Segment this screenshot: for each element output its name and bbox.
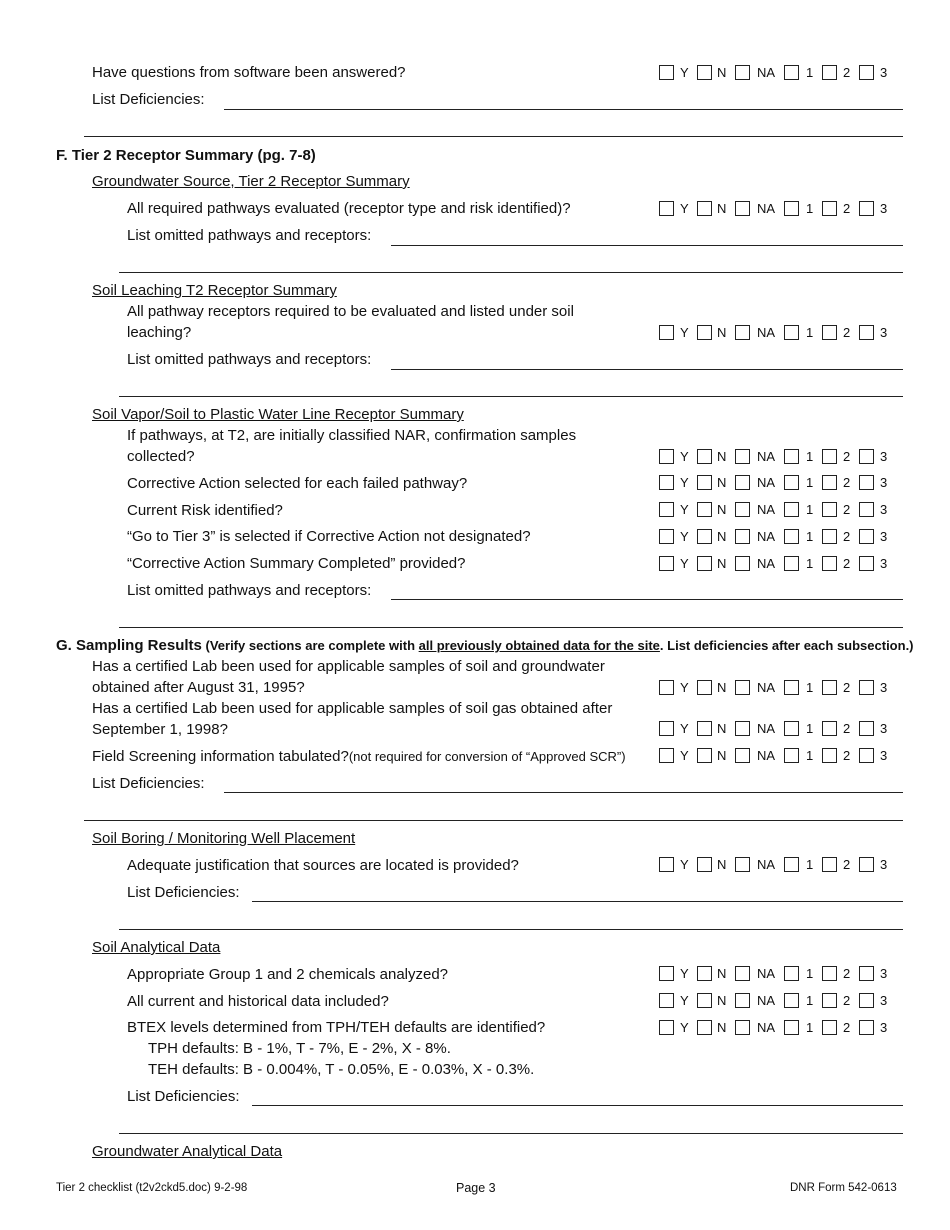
checkbox-label-c2: 2 (843, 449, 851, 464)
checkbox-y[interactable] (659, 449, 674, 464)
question-current-risk: Current Risk identified? (127, 502, 283, 519)
checkbox-label-c3: 3 (880, 748, 888, 763)
checkbox-n[interactable] (697, 721, 712, 736)
checkbox-label-y: Y (680, 556, 689, 571)
checkbox-c2[interactable] (822, 1020, 837, 1035)
checkbox-na[interactable] (735, 857, 750, 872)
checkbox-label-c1: 1 (806, 449, 814, 464)
checkbox-label-n: N (717, 1020, 727, 1035)
checkbox-c2[interactable] (822, 502, 837, 517)
checkbox-label-y: Y (680, 1020, 689, 1035)
checkbox-label-y: Y (680, 475, 689, 490)
checkbox-label-y: Y (680, 65, 689, 80)
omitted-pathways-input-line[interactable] (119, 272, 903, 273)
checkbox-label-na: NA (757, 529, 776, 544)
checkbox-label-y: Y (680, 529, 689, 544)
checkbox-n[interactable] (697, 857, 712, 872)
checkbox-c1[interactable] (784, 993, 799, 1008)
soil-boring-title: Soil Boring / Monitoring Well Placement (92, 830, 356, 847)
checkbox-label-c3: 3 (880, 680, 888, 695)
checkbox-label-c1: 1 (806, 325, 814, 340)
question-certified-lab-line2: obtained after August 31, 1995? (92, 679, 305, 696)
checkbox-label-c3: 3 (880, 529, 888, 544)
checkbox-label-y: Y (680, 993, 689, 1008)
checkbox-label-n: N (717, 201, 727, 216)
omitted-pathways-input-line[interactable] (119, 627, 903, 628)
checkbox-label-c3: 3 (880, 966, 888, 981)
checkbox-c1[interactable] (784, 857, 799, 872)
checkbox-y[interactable] (659, 966, 674, 981)
checkbox-c3[interactable] (859, 529, 874, 544)
groundwater-analytical-title: Groundwater Analytical Data (92, 1143, 283, 1160)
question-sources-located: Adequate justification that sources are located is provided? (127, 857, 519, 874)
checkbox-label-na: NA (757, 325, 776, 340)
checkbox-n[interactable] (697, 325, 712, 340)
checkbox-label-c2: 2 (843, 966, 851, 981)
checkbox-label-n: N (717, 449, 727, 464)
checkbox-c2[interactable] (822, 325, 837, 340)
choice-row (659, 993, 899, 1010)
section-g-note (202, 638, 914, 653)
section-g-note-pre: (Verify sections are complete with (205, 638, 419, 653)
checkbox-c2[interactable] (822, 475, 837, 490)
checkbox-label-c1: 1 (806, 475, 814, 490)
checkbox-label-y: Y (680, 502, 689, 517)
checkbox-label-c2: 2 (843, 680, 851, 695)
checkbox-na[interactable] (735, 325, 750, 340)
checkbox-label-c3: 3 (880, 325, 888, 340)
checkbox-c2[interactable] (822, 993, 837, 1008)
checkbox-label-c2: 2 (843, 556, 851, 571)
checkbox-c2[interactable] (822, 65, 837, 80)
checkbox-label-na: NA (757, 65, 776, 80)
checkbox-label-n: N (717, 993, 727, 1008)
checkbox-c3[interactable] (859, 449, 874, 464)
checkbox-n[interactable] (697, 556, 712, 571)
checkbox-label-y: Y (680, 748, 689, 763)
checkbox-label-y: Y (680, 449, 689, 464)
checkbox-label-na: NA (757, 449, 776, 464)
checkbox-label-na: NA (757, 857, 776, 872)
question-field-screening-row (92, 746, 626, 767)
checkbox-label-c3: 3 (880, 201, 888, 216)
checkbox-c1[interactable] (784, 721, 799, 736)
checkbox-label-c2: 2 (843, 529, 851, 544)
checkbox-c3[interactable] (859, 502, 874, 517)
checkbox-na[interactable] (735, 966, 750, 981)
checkbox-c3[interactable] (859, 680, 874, 695)
checkbox-label-y: Y (680, 721, 689, 736)
checkbox-c1[interactable] (784, 680, 799, 695)
checkbox-c3[interactable] (859, 748, 874, 763)
checkbox-c3[interactable] (859, 1020, 874, 1035)
checkbox-c2[interactable] (822, 449, 837, 464)
deficiencies-input-line[interactable] (224, 109, 903, 110)
checkbox-c1[interactable] (784, 966, 799, 981)
choice-row (659, 529, 899, 546)
checkbox-label-n: N (717, 502, 727, 517)
footer-form-number: DNR Form 542-0613 (790, 1182, 897, 1194)
deficiencies-input-line[interactable] (119, 929, 903, 930)
soil-leaching-summary-title: Soil Leaching T2 Receptor Summary (92, 282, 337, 299)
checkbox-y[interactable] (659, 475, 674, 490)
choice-row (659, 748, 899, 765)
deficiencies-input-line[interactable] (224, 792, 903, 793)
checkbox-label-y: Y (680, 201, 689, 216)
checkbox-label-na: NA (757, 556, 776, 571)
choice-row (659, 1020, 899, 1037)
choice-row (659, 65, 899, 82)
checkbox-c2[interactable] (822, 721, 837, 736)
checkbox-y[interactable] (659, 65, 674, 80)
checkbox-label-c3: 3 (880, 502, 888, 517)
checkbox-label-c1: 1 (806, 748, 814, 763)
omitted-pathways-input-line[interactable] (391, 599, 903, 600)
checkbox-label-c2: 2 (843, 721, 851, 736)
checkbox-n[interactable] (697, 475, 712, 490)
checkbox-label-y: Y (680, 325, 689, 340)
teh-defaults: TEH defaults: B - 0.004%, T - 0.05%, E - 0.03%, X - 0.3%. (148, 1061, 535, 1078)
checkbox-c3[interactable] (859, 556, 874, 571)
question-pathway-receptors-line2: leaching? (127, 324, 192, 341)
checkbox-label-na: NA (757, 475, 776, 490)
checkbox-label-n: N (717, 556, 727, 571)
checkbox-n[interactable] (697, 65, 712, 80)
checkbox-label-c2: 2 (843, 502, 851, 517)
checkbox-label-c3: 3 (880, 475, 888, 490)
checkbox-label-c1: 1 (806, 680, 814, 695)
groundwater-receptor-summary-title: Groundwater Source, Tier 2 Receptor Summary (92, 173, 410, 190)
checkbox-c1[interactable] (784, 325, 799, 340)
deficiencies-input-line[interactable] (84, 136, 903, 137)
checkbox-label-n: N (717, 475, 727, 490)
checkbox-label-na: NA (757, 502, 776, 517)
checkbox-na[interactable] (735, 449, 750, 464)
list-deficiencies-label: List Deficiencies: (92, 91, 205, 108)
question-soil-gas-lab-line1: Has a certified Lab been used for applicable samples of soil gas obtained after (92, 700, 613, 717)
soil-analytical-title: Soil Analytical Data (92, 939, 221, 956)
footer-page-number: Page 3 (456, 1181, 496, 1195)
checkbox-label-c1: 1 (806, 502, 814, 517)
checkbox-n[interactable] (697, 502, 712, 517)
checkbox-label-na: NA (757, 1020, 776, 1035)
question-historical-data: All current and historical data included? (127, 993, 389, 1010)
checkbox-na[interactable] (735, 529, 750, 544)
checkbox-na[interactable] (735, 993, 750, 1008)
checkbox-y[interactable] (659, 325, 674, 340)
checkbox-y[interactable] (659, 201, 674, 216)
checkbox-label-c1: 1 (806, 556, 814, 571)
question-corrective-action-selected: Corrective Action selected for each failed pathway? (127, 475, 468, 492)
checkbox-n[interactable] (697, 1020, 712, 1035)
choice-row (659, 475, 899, 492)
checkbox-n[interactable] (697, 748, 712, 763)
question-certified-lab-line1: Has a certified Lab been used for applicable samples of soil and groundwater (92, 658, 605, 675)
checkbox-label-c2: 2 (843, 201, 851, 216)
deficiencies-input-line[interactable] (84, 820, 903, 821)
choice-row (659, 680, 899, 697)
checkbox-label-n: N (717, 65, 727, 80)
checkbox-n[interactable] (697, 449, 712, 464)
question-corrective-summary: “Corrective Action Summary Completed” provided? (127, 555, 466, 572)
checkbox-n[interactable] (697, 680, 712, 695)
checkbox-y[interactable] (659, 721, 674, 736)
question-group-chemicals: Appropriate Group 1 and 2 chemicals analyzed? (127, 966, 449, 983)
choice-row (659, 325, 899, 342)
checkbox-label-na: NA (757, 966, 776, 981)
checkbox-c1[interactable] (784, 556, 799, 571)
question-pathway-receptors-line1: All pathway receptors required to be evaluated and listed under soil (127, 303, 574, 320)
question-field-screening: Field Screening information tabulated? (92, 748, 349, 765)
checkbox-c3[interactable] (859, 475, 874, 490)
section-g-note-underlined: all previously obtained data for the site (418, 638, 660, 653)
checkbox-y[interactable] (659, 857, 674, 872)
checkbox-na[interactable] (735, 201, 750, 216)
omitted-pathways-label: List omitted pathways and receptors: (127, 582, 372, 599)
choice-row (659, 721, 899, 738)
checkbox-c2[interactable] (822, 680, 837, 695)
checkbox-label-c2: 2 (843, 325, 851, 340)
choice-row (659, 556, 899, 573)
checkbox-c1[interactable] (784, 502, 799, 517)
checkbox-label-na: NA (757, 201, 776, 216)
list-deficiencies-label: List Deficiencies: (127, 1088, 240, 1105)
checkbox-label-c3: 3 (880, 857, 888, 872)
checkbox-y[interactable] (659, 502, 674, 517)
checkbox-na[interactable] (735, 502, 750, 517)
checkbox-n[interactable] (697, 993, 712, 1008)
checkbox-c3[interactable] (859, 721, 874, 736)
checkbox-c1[interactable] (784, 529, 799, 544)
soil-vapor-summary-title: Soil Vapor/Soil to Plastic Water Line Receptor Summary (92, 406, 464, 423)
choice-row (659, 857, 899, 874)
checkbox-c2[interactable] (822, 529, 837, 544)
checkbox-label-na: NA (757, 680, 776, 695)
choice-row (659, 201, 899, 218)
omitted-pathways-label: List omitted pathways and receptors: (127, 351, 372, 368)
checkbox-label-c3: 3 (880, 721, 888, 736)
checkbox-c1[interactable] (784, 65, 799, 80)
checkbox-label-c1: 1 (806, 529, 814, 544)
checkbox-y[interactable] (659, 993, 674, 1008)
checkbox-label-n: N (717, 721, 727, 736)
field-screening-note: (not required for conversion of “Approved SCR”) (348, 749, 626, 764)
checkbox-na[interactable] (735, 1020, 750, 1035)
checkbox-label-c1: 1 (806, 993, 814, 1008)
checkbox-na[interactable] (735, 748, 750, 763)
question-nar-confirmation-line1: If pathways, at T2, are initially classified NAR, confirmation samples (127, 427, 577, 444)
choice-row (659, 502, 899, 519)
section-g-note-post: . List deficiencies after each subsection.) (659, 638, 914, 653)
checkbox-y[interactable] (659, 1020, 674, 1035)
checkbox-label-c2: 2 (843, 65, 851, 80)
omitted-pathways-label: List omitted pathways and receptors: (127, 227, 372, 244)
checkbox-label-c2: 2 (843, 1020, 851, 1035)
checkbox-y[interactable] (659, 556, 674, 571)
deficiencies-input-line[interactable] (252, 901, 903, 902)
checkbox-label-c3: 3 (880, 1020, 888, 1035)
omitted-pathways-input-line[interactable] (119, 396, 903, 397)
checkbox-c3[interactable] (859, 993, 874, 1008)
footer-document-id: Tier 2 checklist (t2v2ckd5.doc) 9-2-98 (56, 1182, 248, 1194)
question-btex-levels: BTEX levels determined from TPH/TEH defaults are identified? (127, 1019, 546, 1036)
checkbox-label-n: N (717, 857, 727, 872)
checkbox-c2[interactable] (822, 748, 837, 763)
checkbox-label-c1: 1 (806, 857, 814, 872)
question-go-to-tier3: “Go to Tier 3” is selected if Corrective Action not designated? (127, 528, 531, 545)
checkbox-label-na: NA (757, 721, 776, 736)
checkbox-label-na: NA (757, 748, 776, 763)
checkbox-label-y: Y (680, 680, 689, 695)
checkbox-label-c3: 3 (880, 993, 888, 1008)
checkbox-label-n: N (717, 529, 727, 544)
checkbox-na[interactable] (735, 475, 750, 490)
checkbox-na[interactable] (735, 65, 750, 80)
checkbox-label-c2: 2 (843, 993, 851, 1008)
section-g-heading: G. Sampling Results (56, 637, 202, 654)
deficiencies-input-line[interactable] (119, 1133, 903, 1134)
checkbox-label-na: NA (757, 993, 776, 1008)
question-software-answered: Have questions from software been answered? (92, 64, 406, 81)
checkbox-c3[interactable] (859, 325, 874, 340)
checkbox-c3[interactable] (859, 857, 874, 872)
checkbox-c1[interactable] (784, 748, 799, 763)
checkbox-label-n: N (717, 680, 727, 695)
checkbox-na[interactable] (735, 721, 750, 736)
section-g-heading-row (56, 635, 914, 656)
checkbox-label-n: N (717, 325, 727, 340)
checkbox-n[interactable] (697, 966, 712, 981)
checkbox-y[interactable] (659, 748, 674, 763)
choice-row (659, 449, 899, 466)
omitted-pathways-input-line[interactable] (391, 245, 903, 246)
tph-defaults: TPH defaults: B - 1%, T - 7%, E - 2%, X - 8%. (148, 1040, 451, 1057)
checkbox-label-c1: 1 (806, 721, 814, 736)
checkbox-c3[interactable] (859, 65, 874, 80)
checkbox-c2[interactable] (822, 966, 837, 981)
checkbox-c2[interactable] (822, 201, 837, 216)
checkbox-c2[interactable] (822, 857, 837, 872)
question-soil-gas-lab-line2: September 1, 1998? (92, 721, 228, 738)
checkbox-c3[interactable] (859, 201, 874, 216)
list-deficiencies-label: List Deficiencies: (127, 884, 240, 901)
checkbox-n[interactable] (697, 201, 712, 216)
checkbox-label-c3: 3 (880, 449, 888, 464)
checkbox-c1[interactable] (784, 449, 799, 464)
checkbox-n[interactable] (697, 529, 712, 544)
checkbox-label-c1: 1 (806, 966, 814, 981)
checkbox-c1[interactable] (784, 475, 799, 490)
list-deficiencies-label: List Deficiencies: (92, 775, 205, 792)
checkbox-y[interactable] (659, 529, 674, 544)
deficiencies-input-line[interactable] (252, 1105, 903, 1106)
checkbox-label-c1: 1 (806, 201, 814, 216)
checkbox-na[interactable] (735, 680, 750, 695)
checkbox-c1[interactable] (784, 201, 799, 216)
question-pathways-evaluated: All required pathways evaluated (receptor type and risk identified)? (127, 200, 571, 217)
checkbox-na[interactable] (735, 556, 750, 571)
checkbox-label-c2: 2 (843, 857, 851, 872)
choice-row (659, 966, 899, 983)
checkbox-label-c3: 3 (880, 65, 888, 80)
checkbox-label-y: Y (680, 966, 689, 981)
checkbox-label-c3: 3 (880, 556, 888, 571)
section-f-heading: F. Tier 2 Receptor Summary (pg. 7-8) (56, 147, 316, 164)
checkbox-label-c1: 1 (806, 1020, 814, 1035)
checkbox-label-n: N (717, 966, 727, 981)
checkbox-c1[interactable] (784, 1020, 799, 1035)
checkbox-label-y: Y (680, 857, 689, 872)
checkbox-label-c1: 1 (806, 65, 814, 80)
checkbox-c2[interactable] (822, 556, 837, 571)
checkbox-label-c2: 2 (843, 475, 851, 490)
checkbox-c3[interactable] (859, 966, 874, 981)
checkbox-label-c2: 2 (843, 748, 851, 763)
checkbox-y[interactable] (659, 680, 674, 695)
checkbox-label-n: N (717, 748, 727, 763)
question-nar-confirmation-line2: collected? (127, 448, 195, 465)
omitted-pathways-input-line[interactable] (391, 369, 903, 370)
